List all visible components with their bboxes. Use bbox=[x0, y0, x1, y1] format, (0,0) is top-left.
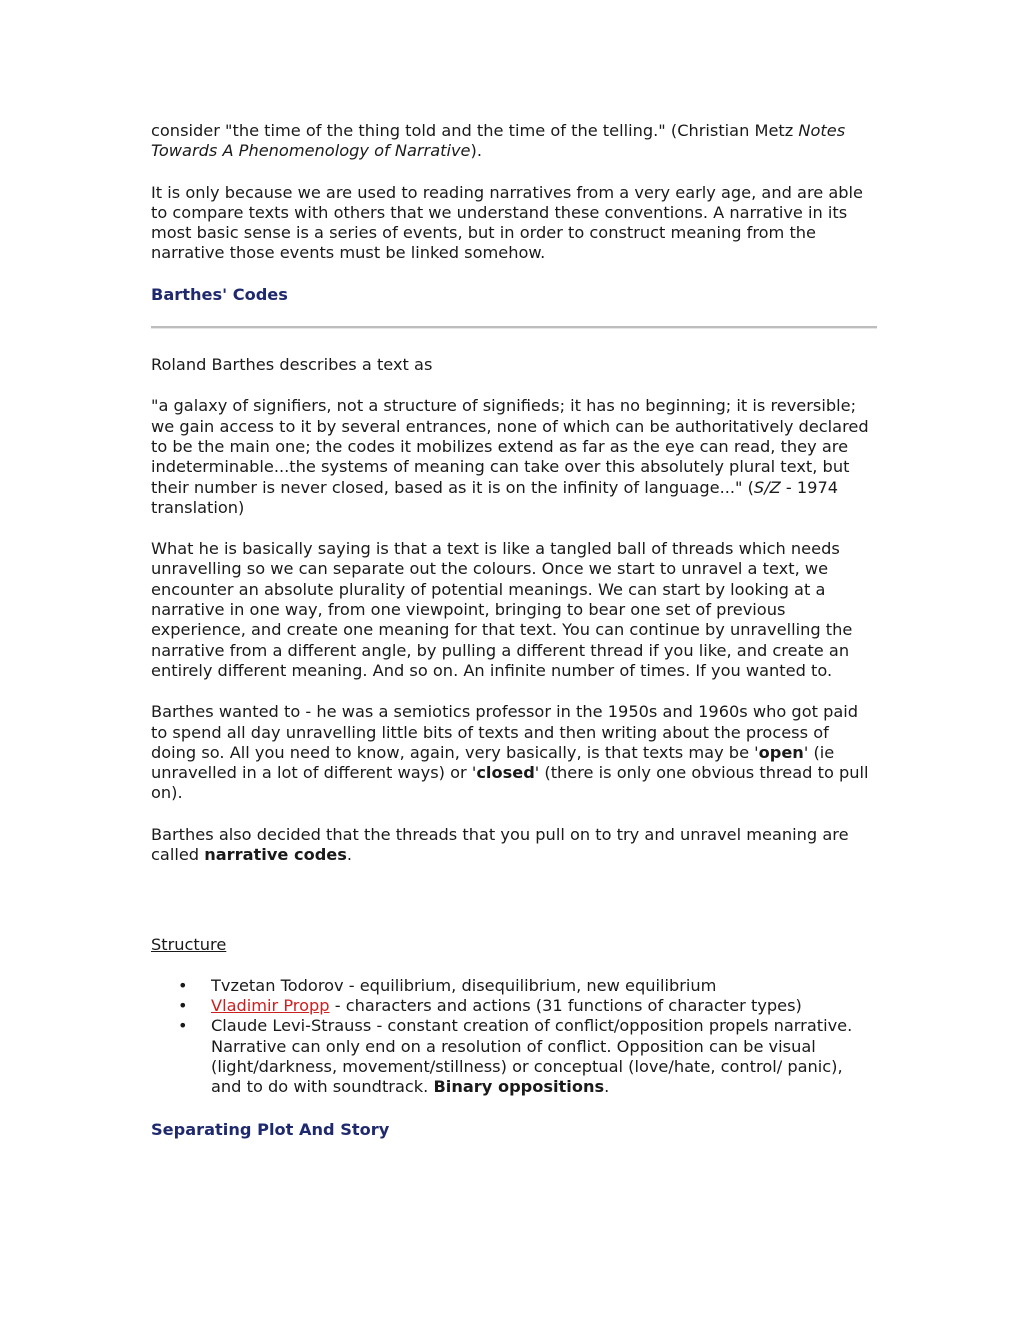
bullet-icon: • bbox=[178, 1016, 188, 1036]
document-page bbox=[151, 121, 877, 1162]
list-item bbox=[151, 976, 877, 996]
separating-plot-heading: Separating Plot And Story bbox=[151, 1120, 390, 1140]
quote-text-a: "a galaxy of signifiers, not a structure of signifieds; it has no beginning; it is reversible; we gain access to it by several entrances, none of which can be authoritatively declared to be the main one; the codes it mobilizes extend as far as the eye can read, they are indeterminable...the systems of meaning can take over this absolutely plural text, but their number is never closed, based as it is on the infinity of language..." ( bbox=[151, 396, 869, 497]
barthes-paragraph-1: Roland Barthes describes a text as bbox=[151, 355, 433, 375]
list-item bbox=[151, 1016, 877, 1097]
list-item-text: Claude Levi-Strauss - constant creation of conflict/opposition propels narrative. Narrative can only end on a resolution of conflict. Opposition can be visual (light/darkness, movement/stillness) or conceptual (love/hate, control/ panic), and to do with soundtrack. bbox=[211, 1016, 853, 1097]
intro-p1-text-b: ). bbox=[470, 141, 482, 161]
barthes-quote bbox=[151, 396, 877, 518]
list-item-text: - characters and actions (31 functions of character types) bbox=[329, 995, 802, 1015]
barthes-paragraph-3: What he is basically saying is that a text is like a tangled ball of threads which needs unravelling so we can separate out the colours. Once we start to unravel a text, we encounter an absolute plurality of potential meanings. We can start by looking at a narrative in one way, from one viewpoint, bringing to bear one set of previous experience, and create one meaning for that text. You can continue by unravelling the narrative from a different angle, by pulling a different thread if you like, and create an entirely different meaning. And so on. An infinite number of times. If you wanted to. bbox=[151, 539, 853, 680]
horizontal-rule bbox=[151, 326, 877, 329]
p5-text-a: Barthes also decided that the threads that you pull on to try and unravel meaning are called bbox=[151, 824, 849, 865]
list-item-text-end: . bbox=[604, 1077, 610, 1097]
intro-paragraph-2: It is only because we are used to reading narratives from a very early age, and are able to compare texts with others that we understand these conventions. A narrative in its most basic sense is a series of events, but in order to construct meaning from the narrative those events must be linked somehow. bbox=[151, 182, 864, 263]
p4-open-term: open bbox=[758, 742, 804, 762]
binary-oppositions-term: Binary oppositions bbox=[433, 1077, 605, 1097]
p4-text-a: Barthes wanted to - he was a semiotics professor in the 1950s and 1960s who got paid to spend all day unravelling little bits of texts and then writing about the process of doing so. All you need to know, again, very basically, is that texts may be ' bbox=[151, 702, 859, 762]
p5-text-b: . bbox=[346, 845, 353, 865]
vertical-spacer bbox=[151, 886, 877, 935]
p4-text-b: ' (ie unravelled in a lot of different ways) or ' bbox=[151, 742, 835, 783]
quote-text-b: - 1974 translation) bbox=[151, 477, 839, 517]
structure-list bbox=[151, 976, 877, 1098]
intro-p1-book-title: Notes Towards A Phenomenology of Narrative bbox=[151, 121, 846, 161]
intro-p1-text-a: consider "the time of the thing told and the time of the telling." (Christian Metz bbox=[151, 121, 799, 140]
list-item-text: Tvzetan Todorov - equilibrium, disequilibrium, new equilibrium bbox=[211, 975, 717, 995]
p4-closed-term: closed bbox=[476, 763, 535, 783]
intro-paragraph-1 bbox=[151, 121, 877, 162]
barthes-codes-heading: Barthes' Codes bbox=[151, 284, 288, 304]
quote-book-title: S/Z bbox=[753, 477, 781, 497]
bullet-icon: • bbox=[178, 995, 188, 1015]
structure-title: Structure bbox=[151, 935, 227, 955]
barthes-paragraph-5 bbox=[151, 825, 877, 866]
p4-text-c: ' (there is only one obvious thread to pull on). bbox=[151, 763, 869, 803]
barthes-paragraph-4 bbox=[151, 702, 877, 803]
bullet-icon: • bbox=[178, 975, 188, 995]
list-item bbox=[151, 996, 877, 1016]
p5-narrative-codes-term: narrative codes bbox=[204, 845, 347, 865]
vladimir-propp-link[interactable]: Vladimir Propp bbox=[211, 995, 330, 1015]
